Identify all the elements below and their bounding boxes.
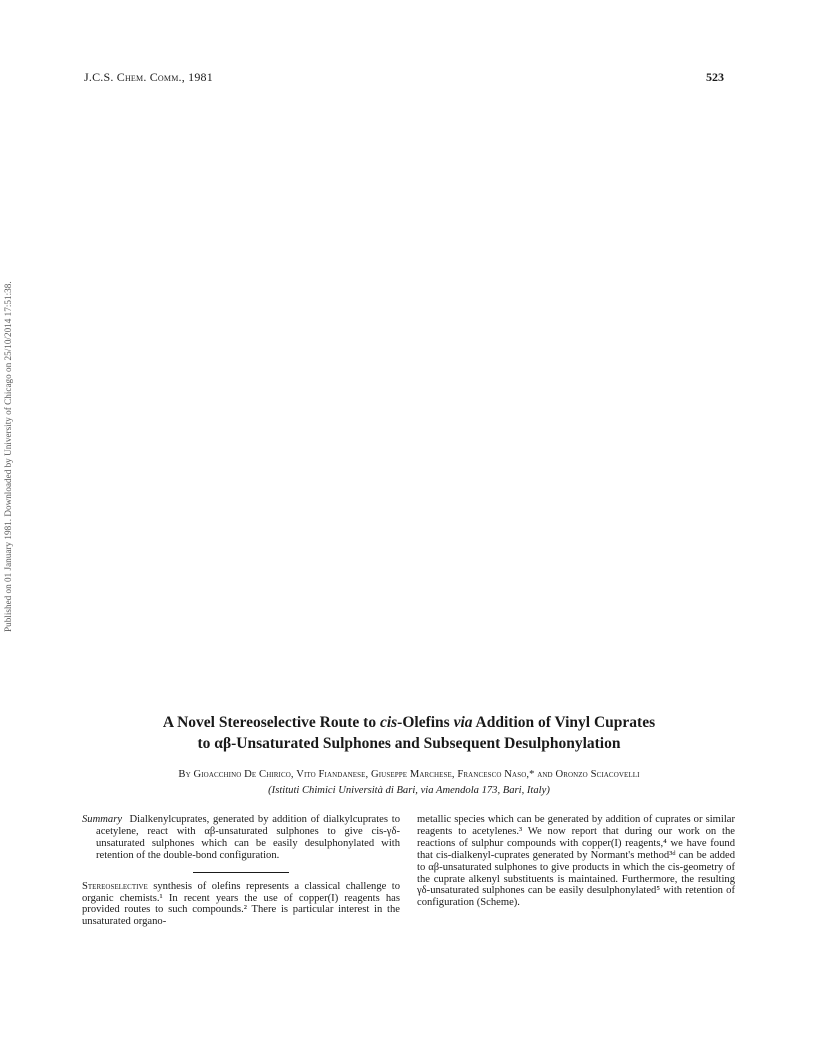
article-title — [84, 712, 734, 754]
title-segment: A Novel Stereoselective Route to — [162, 714, 380, 731]
title-segment: Addition of Vinyl Cuprates — [472, 714, 656, 731]
author-list: By Gioacchino De Chirico, Vito Fiandanese, Giuseppe Marchese, Francesco Naso,* and Oronzo Sciacovelli — [178, 769, 640, 780]
summary-text: Dialkenylcuprates, generated by addition of dialkylcuprates to acetylene, react with αβ-unsaturated sulphones to give cis-γδ-unsaturated sulphones which can be easily desulphonylated with retention of the double-bond configuration. — [96, 814, 401, 861]
title-line-2: to αβ-Unsaturated Sulphones and Subsequent Desulphonylation — [197, 735, 621, 752]
left-column — [82, 814, 400, 928]
intro-lead-word: Stereoselective — [82, 880, 148, 892]
intro-text: synthesis of olefins represents a classical challenge to organic chemists.¹ In recent years the use of copper(I) reagents has provided routes to such compounds.² There is particular interest in the unsaturated organo- — [82, 880, 400, 928]
title-line-1 — [84, 712, 734, 733]
download-notice: Published on 01 January 1981. Downloaded by University of Chicago on 25/10/2014 17:51:38. — [3, 281, 13, 632]
summary-label: Summary — [82, 814, 123, 825]
running-head: J.C.S. Chem. Comm., 1981 — [84, 70, 213, 84]
affiliation: (Istituti Chimici Università di Bari, via Amendola 173, Bari, Italy) — [268, 785, 550, 796]
intro-paragraph — [82, 881, 400, 929]
title-italic-cis: cis — [379, 714, 398, 731]
section-divider — [193, 872, 289, 873]
title-italic-via: via — [453, 714, 473, 731]
right-column-paragraph: metallic species which can be generated by addition of cuprates or similar reagents to acetylenes.³ We now report that during our work on the reactions of sulphur compounds with copper(I) reagents,⁴ we have found that cis-dialkenyl-cuprates generated by Normant's method³ᵈ can be added to αβ-unsaturated sulphones to give products in which the cis-geometry of the cuprate alkenyl substituents is maintained. Furthermore, the resulting γδ-unsaturated sulphones can be easily desulphonylated⁵ with retention of configuration (Scheme). — [417, 814, 735, 909]
page-number: 523 — [706, 70, 724, 84]
title-segment: -Olefins — [397, 714, 454, 731]
summary-paragraph — [82, 814, 400, 862]
right-column — [417, 814, 735, 909]
